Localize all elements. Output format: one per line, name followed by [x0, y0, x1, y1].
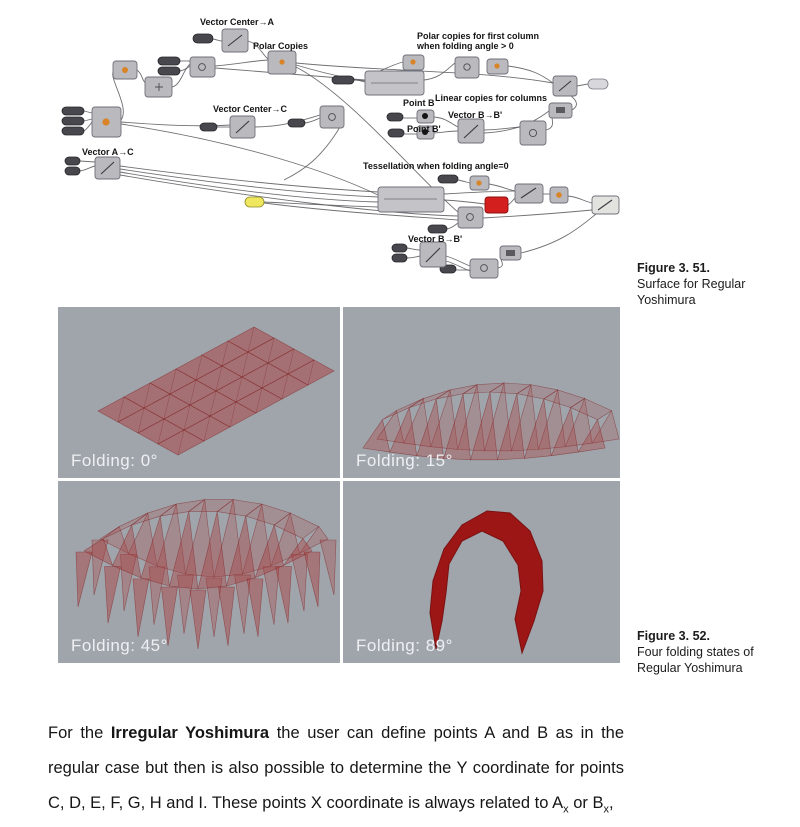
panel-label-0: Folding: 0° [71, 451, 158, 470]
panel-folding-0 [58, 307, 340, 478]
diagram-label-polar-note-2: when folding angle > 0 [417, 41, 514, 51]
figure-caption-line: Regular Yoshimura [637, 661, 743, 675]
grasshopper-diagram [0, 0, 800, 300]
diagram-label-tessellation: Tessellation when folding angle=0 [363, 161, 509, 171]
diagram-label-point-b: Point B [403, 98, 435, 108]
folding-states-grid [58, 307, 620, 663]
diagram-label-vector-a-c: Vector A→C [82, 147, 134, 157]
body-seg-mid: or B [568, 793, 604, 812]
diagram-components [92, 29, 619, 278]
body-sub-x2: x [603, 802, 609, 815]
output-pill [588, 79, 608, 89]
diagram-label-polar-note-1: Polar copies for first column [417, 31, 540, 41]
figure-caption-3-51 [637, 260, 787, 308]
panel-label-45: Folding: 45° [71, 636, 168, 655]
figure-title: Figure 3. 52. [637, 629, 710, 643]
diagram-label-vector-b-bprime-1: Vector B→B' [448, 110, 503, 120]
panel-folding-45 [58, 481, 340, 663]
diagram-label-vector-center-a: Vector Center→A [200, 17, 275, 27]
panel-label-15: Folding: 15° [356, 451, 453, 470]
body-seg-rest: the user can define points A and B as in the regular case but then is also possible to determine the Y coordinate for points C, D, E, F, G, H and I. These points X coordinate is always related to A [48, 723, 625, 812]
yellow-panel-pill [245, 197, 264, 207]
red-error-component [485, 197, 508, 213]
figure-caption-line: Surface for Regular [637, 277, 746, 291]
figure-caption-line: Four folding states of [637, 645, 754, 659]
diagram-label-vector-center-c: Vector Center→C [213, 104, 288, 114]
diagram-label-vector-b-bprime-2: Vector B→B' [408, 234, 463, 244]
panel-folding-15 [343, 307, 620, 478]
figure-caption-line: Yoshimura [637, 293, 696, 307]
body-seg-end: , [608, 793, 614, 812]
body-sub-x1: x [563, 802, 569, 815]
body-seg-intro: For the [48, 723, 111, 742]
figure-caption-3-52 [637, 628, 787, 676]
diagram-label-linear-copies: Linear copies for columns [435, 93, 548, 103]
panel-folding-89 [343, 481, 620, 663]
body-paragraph [48, 716, 624, 827]
diagram-label-polar-copies: Polar Copies [253, 41, 309, 51]
diagram-label-point-b-prime: Point B' [407, 124, 441, 134]
panel-label-89: Folding: 89° [356, 636, 453, 655]
body-seg-bold: Irregular Yoshimura [110, 723, 270, 742]
figure-title: Figure 3. 51. [637, 261, 710, 275]
diagram-wires [80, 39, 596, 271]
